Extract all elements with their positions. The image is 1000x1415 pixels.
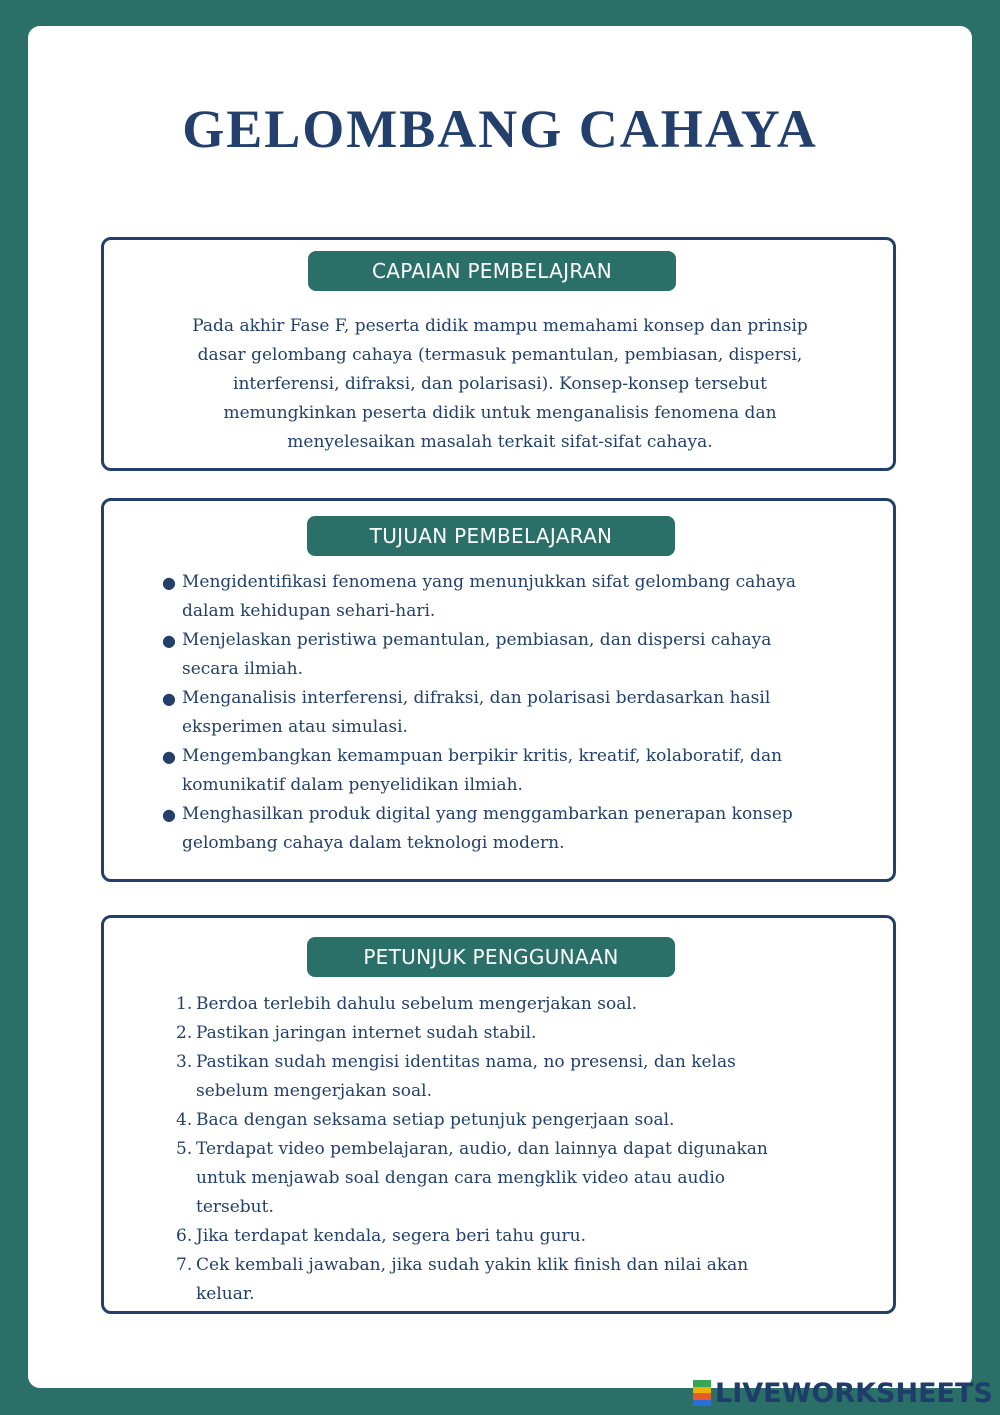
tujuan-item-line: gelombang cahaya dalam teknologi modern.: [182, 833, 565, 853]
tujuan-item-line: secara ilmiah.: [182, 659, 304, 679]
item-number: 2.: [176, 1023, 193, 1043]
petunjuk-item: [176, 990, 826, 1019]
liveworksheets-logo[interactable]: [693, 1376, 993, 1410]
bullet-icon: ●: [162, 573, 176, 592]
bullet-icon: ●: [162, 689, 176, 708]
petunjuk-item-line: Berdoa terlebih dahulu sebelum mengerjakan soal.: [196, 994, 638, 1014]
petunjuk-item: [176, 1222, 826, 1251]
petunjuk-item-line: Baca dengan seksama setiap petunjuk pengerjaan soal.: [196, 1110, 675, 1130]
tujuan-item-line: eksperimen atau simulasi.: [182, 717, 408, 737]
tujuan-section: [101, 498, 896, 882]
page-title: GELOMBANG CAHAYA: [182, 99, 818, 159]
capaian-line: memungkinkan peserta didik untuk menganalisis fenomena dan: [223, 403, 777, 423]
tujuan-item-line: Mengembangkan kemampuan berpikir kritis, kreatif, kolaboratif, dan: [182, 746, 783, 766]
bullet-icon: ●: [162, 805, 176, 824]
capaian-line: interferensi, difraksi, dan polarisasi). Konsep-konsep tersebut: [233, 374, 767, 394]
item-number: 1.: [176, 994, 193, 1014]
capaian-line: Pada akhir Fase F, peserta didik mampu memahami konsep dan prinsip: [192, 316, 808, 336]
petunjuk-item: [176, 1135, 826, 1222]
petunjuk-item-line: tersebut.: [196, 1197, 274, 1217]
item-number: 6.: [176, 1226, 193, 1246]
tujuan-heading: TUJUAN PEMBELAJARAN: [307, 516, 675, 556]
tujuan-item-line: dalam kehidupan sehari-hari.: [182, 601, 436, 621]
tujuan-item-line: Mengidentifikasi fenomena yang menunjukkan sifat gelombang cahaya: [182, 572, 797, 592]
petunjuk-item: [176, 1019, 826, 1048]
tujuan-item-line: Menjelaskan peristiwa pemantulan, pembiasan, dan dispersi cahaya: [182, 630, 772, 650]
item-number: 7.: [176, 1255, 193, 1275]
petunjuk-item-line: sebelum mengerjakan soal.: [196, 1081, 432, 1101]
bullet-icon: ●: [162, 631, 176, 650]
tujuan-item: [162, 684, 872, 742]
petunjuk-item: [176, 1048, 826, 1106]
item-number: 4.: [176, 1110, 193, 1130]
capaian-heading: CAPAIAN PEMBELAJRAN: [308, 251, 676, 291]
liveworksheets-logo-icon: [693, 1380, 711, 1406]
bullet-icon: ●: [162, 747, 176, 766]
petunjuk-item: [176, 1251, 826, 1309]
petunjuk-item-line: Terdapat video pembelajaran, audio, dan lainnya dapat digunakan: [196, 1139, 768, 1159]
petunjuk-item-line: keluar.: [196, 1284, 255, 1304]
capaian-section: [101, 237, 896, 471]
petunjuk-item: [176, 1106, 826, 1135]
logo-stripe: [693, 1400, 711, 1407]
tujuan-item-line: Menganalisis interferensi, difraksi, dan polarisasi berdasarkan hasil: [182, 688, 771, 708]
petunjuk-section: [101, 915, 896, 1314]
petunjuk-item-line: Pastikan sudah mengisi identitas nama, no presensi, dan kelas: [196, 1052, 736, 1072]
tujuan-item: [162, 626, 872, 684]
petunjuk-item-line: Jika terdapat kendala, segera beri tahu guru.: [196, 1226, 586, 1246]
capaian-paragraph: [140, 312, 860, 457]
item-number: 3.: [176, 1052, 193, 1072]
petunjuk-item-line: Cek kembali jawaban, jika sudah yakin klik finish dan nilai akan: [196, 1255, 749, 1275]
liveworksheets-logo-text: LIVEWORKSHEETS: [715, 1377, 993, 1409]
petunjuk-list: [176, 990, 826, 1309]
item-number: 5.: [176, 1139, 193, 1159]
tujuan-item: [162, 568, 872, 626]
petunjuk-item-line: untuk menjawab soal dengan cara mengklik video atau audio: [196, 1168, 726, 1188]
capaian-line: menyelesaikan masalah terkait sifat-sifat cahaya.: [287, 432, 713, 452]
petunjuk-item-line: Pastikan jaringan internet sudah stabil.: [196, 1023, 537, 1043]
tujuan-item-line: Menghasilkan produk digital yang menggambarkan penerapan konsep: [182, 804, 793, 824]
tujuan-item-line: komunikatif dalam penyelidikan ilmiah.: [182, 775, 523, 795]
tujuan-item: [162, 800, 872, 858]
capaian-line: dasar gelombang cahaya (termasuk pemantulan, pembiasan, dispersi,: [197, 345, 803, 365]
tujuan-list: [162, 568, 872, 858]
petunjuk-heading: PETUNJUK PENGGUNAAN: [307, 937, 675, 977]
tujuan-item: [162, 742, 872, 800]
